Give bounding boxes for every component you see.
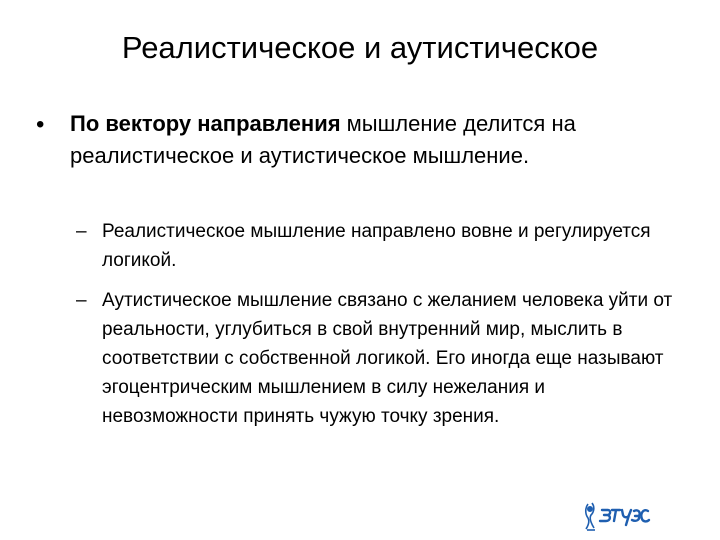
main-bullet <box>36 108 686 172</box>
slide-title: Реалистическое и аутистическое <box>121 30 599 65</box>
bullet-marker: • <box>36 111 45 138</box>
sub-bullet-text: Реалистическое мышление направлено вовне и регулируется логикой. <box>102 221 651 271</box>
main-bullet-bold-lead: По вектору направления <box>70 111 341 136</box>
main-bullet-text <box>70 108 684 172</box>
sub-bullet-marker: – <box>76 290 87 311</box>
university-logo-icon <box>582 500 652 532</box>
main-bullet-rest: мышление делится на реалистическое и аутистическое мышление. <box>70 111 576 168</box>
sub-bullet-text: Аутистическое мышление связано с желанием человека уйти от реальности, углубиться в свой внутренний мир, мыслить в соответствии с собственной логикой. Его иногда еще называют эгоцентрическим мышлением в силу нежелания и невозможности принять чужую точку зрения. <box>102 290 673 427</box>
sub-bullet-autistic <box>76 286 676 431</box>
sub-bullet-marker: – <box>76 221 87 242</box>
sub-bullet-realistic <box>76 217 676 275</box>
